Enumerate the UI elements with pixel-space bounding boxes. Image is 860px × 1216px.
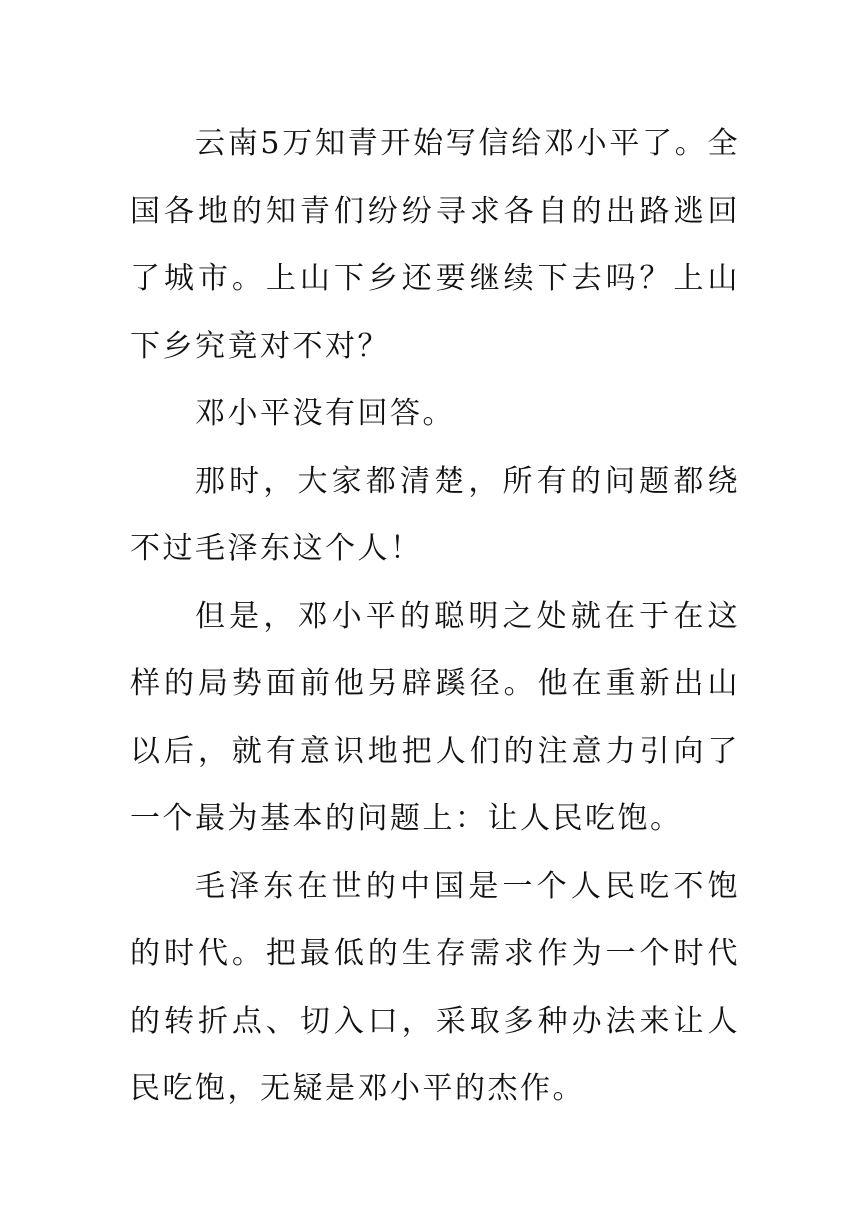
- article-body: [130, 110, 740, 1123]
- paragraph-4: 但是，邓小平的聪明之处就在于在这样的局势面前他另辟蹊径。他在重新出山以后，就有意识地把人们的注意力引向了一个最为基本的问题上：让人民吃饱。: [130, 598, 740, 836]
- paragraph-3: 那时，大家都清楚，所有的问题都绕不过毛泽东这个人！: [130, 463, 740, 566]
- paragraph-2: 邓小平没有回答。: [195, 396, 455, 431]
- paragraph-5: 毛泽东在世的中国是一个人民吃不饱的时代。把最低的生存需求作为一个时代的转折点、切入口，采取多种办法来让人民吃饱，无疑是邓小平的杰作。: [130, 868, 740, 1106]
- paragraph-1: 云南5万知青开始写信给邓小平了。全国各地的知青们纷纷寻求各自的出路逃回了城市。上山下乡还要继续下去吗？上山下乡究竟对不对？: [130, 126, 740, 364]
